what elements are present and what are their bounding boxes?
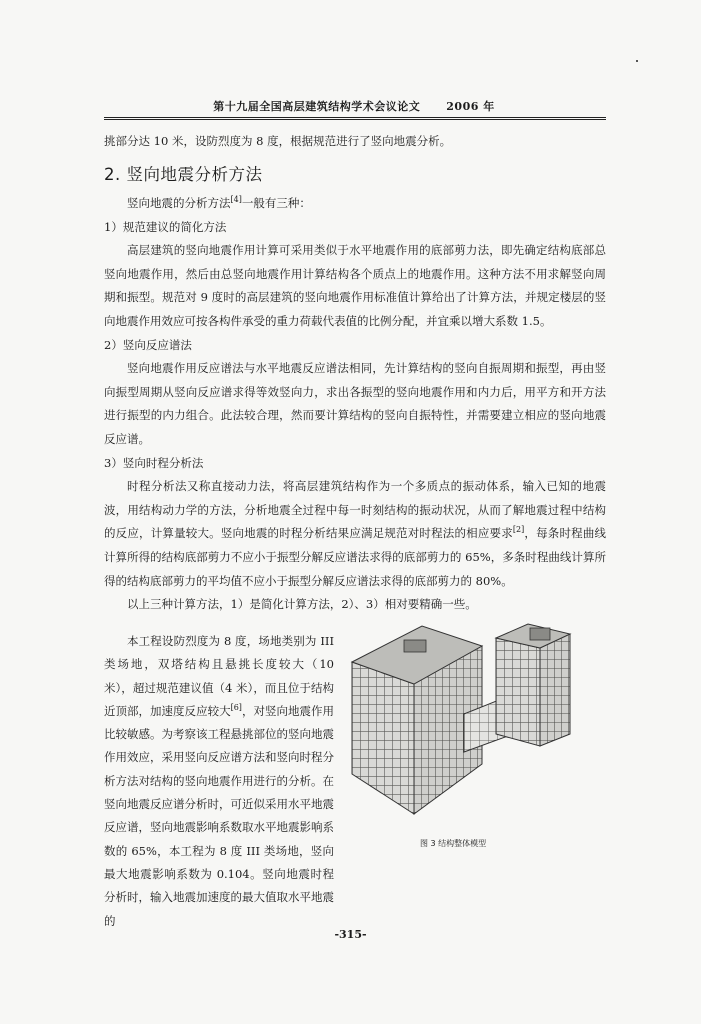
citation-2: [2] bbox=[512, 525, 525, 535]
method3-body-b: ，每条时程曲线计算所得的结构底部剪力不应小于振型分解反应谱法求得的底部剪力的 65%，多条时程曲线计算所得的结构底部剪力的平均值不应小于振型分解反应谱法求得的底部剪力的 80%。 bbox=[104, 526, 607, 588]
header-rule bbox=[104, 117, 606, 120]
citation-4: [4] bbox=[230, 195, 242, 205]
right-roof-structure bbox=[530, 628, 550, 640]
figure-caption: 图 3 结构整体模型 bbox=[420, 839, 487, 848]
left-tower-front bbox=[352, 662, 414, 814]
summary-line: 以上三种计算方法，1）是简化计算方法，2）、3）相对要精确一些。 bbox=[127, 597, 477, 612]
method2-body: 竖向地震作用反应谱法与水平地震反应谱法相同，先计算结构的竖向自振周期和振型，再由竖向振型周期从竖向反应谱求得等效竖向力，求出各振型的竖向地震作用和内力后，用平方和开方法进行振型的内力组合。此法较合理，然而要计算结构的竖向自振特性，并需要建立相应的竖向地震反应谱。 bbox=[104, 361, 606, 446]
structure-model-figure bbox=[344, 614, 574, 819]
method3-heading: 3）竖向时程分析法 bbox=[104, 455, 204, 470]
method1-body: 高层建筑的竖向地震作用计算可采用类似于水平地震作用的底部剪力法，即先确定结构底部总竖向地震作用，然后由总竖向地震作用计算结构各个质点上的地震作用。这种方法不用求解竖向周期和振型。规范对 9 度时的高层建筑的竖向地震作用标准值计算给出了计算方法，并规定楼层的竖向地震作用效应可按各构件承受的重力荷载代表值的比例分配，并宜乘以增大系数 1.5。 bbox=[104, 243, 606, 328]
method3-body-a: 时程分析法又称直接动力法，将高层建筑结构作为一个多质点的振动体系，输入已知的地震波，用结构动力学的方法，分析地震全过程中每一时刻结构的振动状况，从而了解地震过程中结构的反应，计算量较大。竖向地震的时程分析结果应满足规范对时程法的相应要求 bbox=[104, 479, 606, 541]
section-title: 2. 竖向地震分析方法 bbox=[104, 165, 263, 184]
scan-speck bbox=[636, 60, 638, 62]
method3-body bbox=[104, 475, 606, 593]
right-tower-side bbox=[540, 634, 570, 746]
header-year: 2006 年 bbox=[446, 100, 495, 113]
right-tower-front bbox=[496, 638, 540, 746]
project-text-a: 本工程设防烈度为 8 度，场地类别为 III 类场地，双塔结构且悬挑长度较大（10 米），超过规范建议值（4 米），而且位于结构近顶部，加速度反应较大 bbox=[104, 634, 334, 718]
roof-structure bbox=[404, 640, 426, 652]
intro-paragraph bbox=[104, 130, 606, 154]
running-header bbox=[104, 98, 604, 114]
citation-6: [6] bbox=[230, 703, 242, 713]
project-paragraph bbox=[104, 630, 334, 933]
structure-model-drawing bbox=[344, 614, 574, 819]
methods-intro-text: 竖向地震的分析方法 bbox=[127, 196, 231, 210]
intro-line: 挑部分达 10 米，设防烈度为 8 度，根据规范进行了竖向地震分析。 bbox=[104, 134, 452, 148]
method2-heading: 2）竖向反应谱法 bbox=[104, 337, 192, 352]
methods-intro-tail: 一般有三种： bbox=[241, 196, 311, 210]
project-text-b: ，对竖向地震作用比较敏感。为考察该工程悬挑部位的竖向地震作用效应，采用竖向反应谱方法和竖向时程分析方法对结构的竖向地震作用进行的分析。在竖向地震反应谱分析时，可近似采用水平地震反应谱，竖向地震影响系数取水平地震影响系数的 65%，本工程为 8 度 III 类场地，竖向最大地震影响系数为 0.104。竖向地震时程分析时，输入地震加速度的最大值取水平地震的 bbox=[104, 703, 335, 928]
methods-intro bbox=[104, 192, 606, 216]
method1-heading: 1）规范建议的简化方法 bbox=[104, 219, 227, 234]
header-title: 第十九届全国高层建筑结构学术会议论文 bbox=[213, 100, 421, 113]
methods-block bbox=[104, 192, 606, 617]
page-number: -315- bbox=[334, 928, 367, 941]
